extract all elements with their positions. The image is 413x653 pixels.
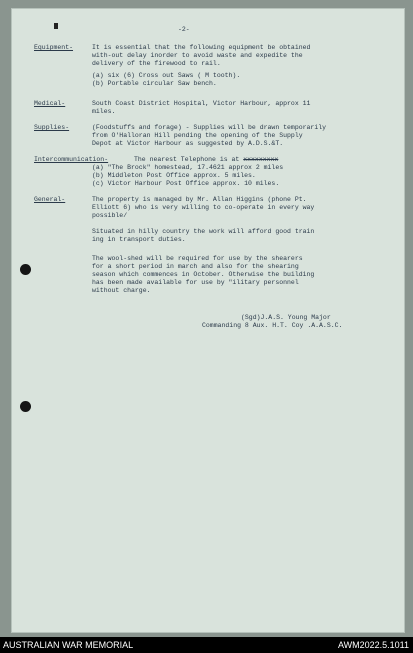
document-page — [11, 8, 405, 633]
punch-hole — [20, 401, 31, 412]
medical-heading: Medical- — [34, 100, 66, 107]
intercommunication-item: (b) Middleton Post Office approx. 5 miles. — [92, 172, 256, 179]
supplies-heading: Supplies- — [34, 124, 70, 131]
general-para3-line: for a short period in march and also for the shearing — [92, 263, 299, 270]
margin-mark — [54, 23, 58, 29]
general-para3-line: The wool-shed will be required for use by the shearers — [92, 255, 303, 262]
general-para3-line: has been made available for use by "ilitary personnel — [92, 279, 299, 286]
medical-line: South Coast District Hospital, Victor Harbour, approx 11 — [92, 100, 311, 107]
general-para1-line: The property is managed by Mr. Allan Higgins (phone Pt. — [92, 196, 307, 203]
equipment-line: It is essential that the following equipment be obtained — [92, 44, 311, 51]
supplies-line: (Foodstuffs and forage) - Supplies will be drawn temporarily — [92, 124, 327, 131]
equipment-heading: Equipment- — [34, 44, 74, 51]
intercommunication-item: (a) "The Brock" homestead, 17.4621 approx 2 miles — [92, 164, 284, 171]
footer-left-label: AUSTRALIAN WAR MEMORIAL — [3, 640, 134, 650]
supplies-line: from O'Halloran Hill pending the opening of the Supply — [92, 132, 303, 139]
punch-hole — [20, 264, 31, 275]
general-para1-line: Elliott 6) who is very willing to co-operate in every way — [92, 204, 315, 211]
supplies-line: Depot at Victor Harbour as suggested by A.D.S.&T. — [92, 140, 284, 147]
signature-line: (Sgd)J.A.S. Young Major — [241, 314, 331, 321]
intercommunication-heading: Intercommunication- — [34, 156, 109, 163]
page-number: -2- — [178, 26, 190, 33]
general-para1-line: possible/ — [92, 212, 128, 219]
intercommunication-first-line — [134, 156, 278, 164]
telephone-text: The nearest Telephone is at — [134, 156, 244, 163]
signature-line: Commanding 8 Aux. H.T. Coy .A.A.S.C. — [202, 322, 343, 329]
struck-text: xxxxxxxxx — [243, 156, 279, 163]
footer-bar — [0, 637, 413, 653]
equipment-item: (b) Portable circular Saw bench. — [92, 80, 217, 87]
general-para3-line: without charge. — [92, 287, 151, 294]
medical-line: miles. — [92, 108, 116, 115]
footer-right-label: AWM2022.5.1011 — [337, 640, 409, 650]
general-para2-line: ing in transport duties. — [92, 236, 186, 243]
equipment-line: delivery of the firewood to rail. — [92, 60, 221, 67]
equipment-item: (a) six (6) Cross out Saws ( M tooth). — [92, 72, 241, 79]
general-para2-line: Situated in hilly country the work will afford good train — [92, 228, 315, 235]
equipment-line: with-out delay inorder to avoid waste and expedite the — [92, 52, 303, 59]
intercommunication-item: (c) Victor Harbour Post Office approx. 10 miles. — [92, 180, 280, 187]
general-para3-line: season which commences in October. Otherwise the building — [92, 271, 315, 278]
general-heading: General- — [34, 196, 66, 203]
